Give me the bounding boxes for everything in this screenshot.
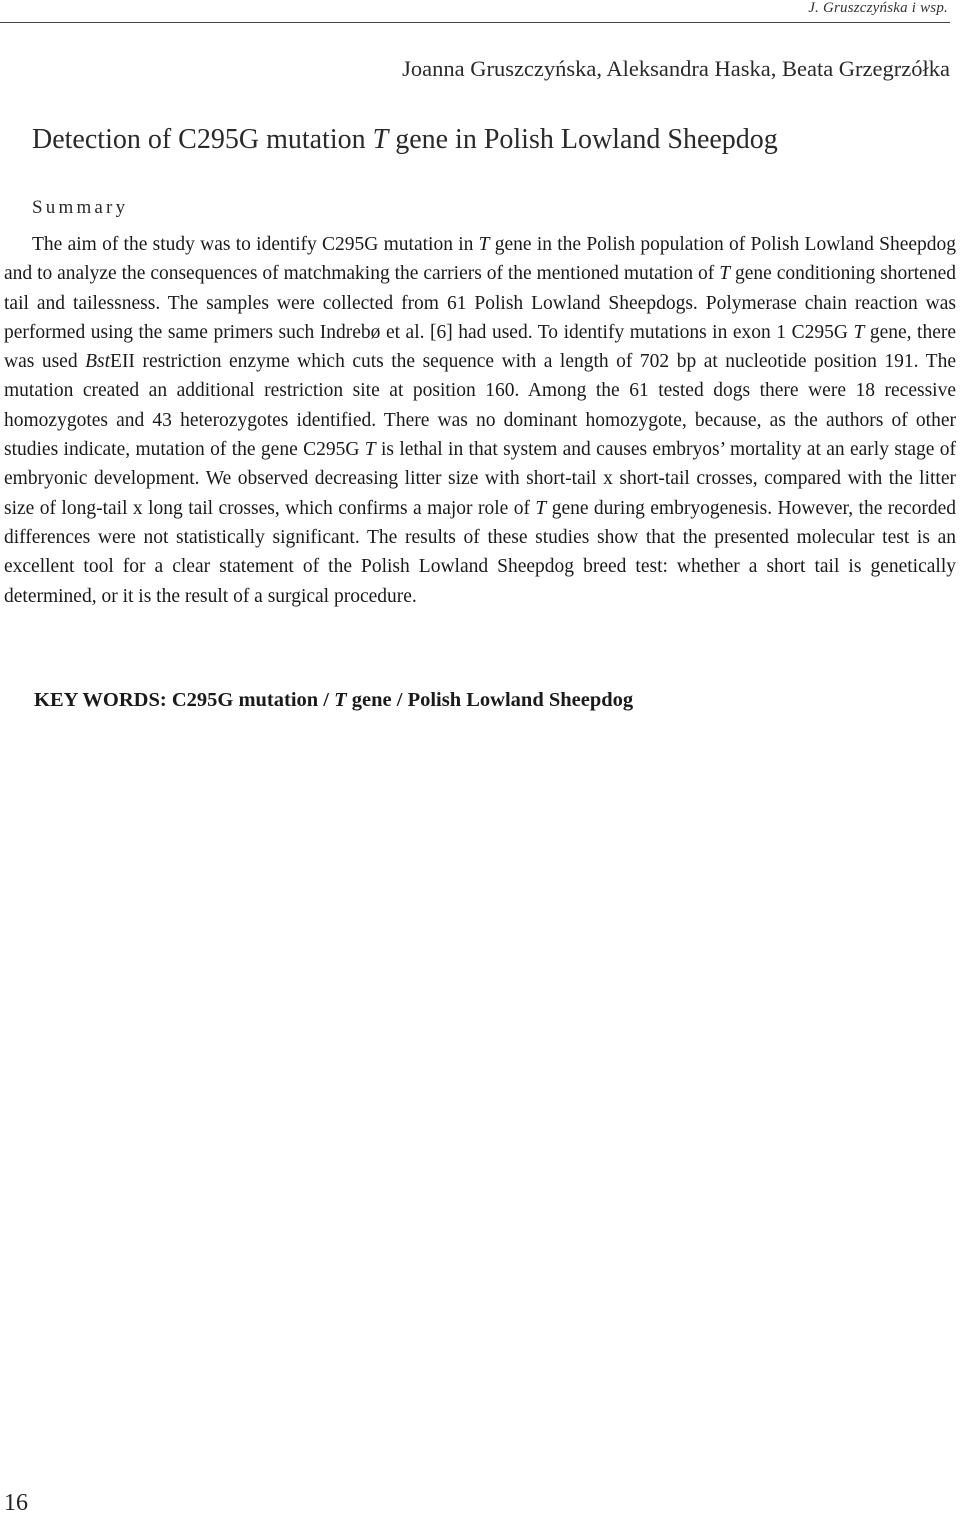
gene-symbol: T	[364, 439, 376, 461]
abstract-text: EII restriction enzyme which cuts the sequence with a length of 702 bp at nucleotide position 191. The mutation created an additional restriction site at position 160. Among the 61 tested dogs there were 18 recessive homozygotes and 43 heterozygotes identified. There was no dominant homozygote, because, as the authors of other studies indicate, mutation of the gene C295G	[4, 351, 956, 461]
abstract-text: gene in the Polish population of Polish Lowland Sheepdog and to analyze the consequences of matchmaking the carriers of the mentioned mutation of	[4, 234, 957, 285]
gene-symbol: T	[478, 234, 490, 255]
abstract-text: is lethal in that system and causes embryos’ mortality at an early stage of embryonic development. We observed decreasing litter size with short-tail x short-tail crosses, compared with the litter size of long-tail x long tail crosses, which confirms a major role of	[4, 439, 956, 519]
summary-heading: Summary	[32, 197, 129, 218]
gene-symbol: T	[535, 497, 547, 519]
abstract-text: gene during embryogenesis. However, the recorded differences were not statistically significant. The results of these studies show that the presented molecular test is an excellent tool for a clear statement of the Polish Lowland Sheepdog breed test: whether a short tail is genetically determined, or it is the result of a surgical procedure.	[4, 497, 956, 607]
abstract-text: gene conditioning shortened tail and tailessness. The samples were collected from 61 Polish Lowland Sheepdogs. Polymerase chain reaction was performed using the same primers such Indrebø et al. [6] had used. To identify mutations in exon 1 C295G	[4, 263, 956, 343]
keywords-label: KEY WORDS:	[34, 689, 172, 711]
header-rule	[0, 22, 950, 23]
title-text-start: Detection of C295G mutation	[32, 124, 373, 155]
page-number: 16	[4, 1490, 28, 1516]
enzyme-name-italic: Bst	[85, 351, 111, 373]
gene-symbol: T	[853, 321, 865, 343]
gene-symbol: T	[719, 263, 731, 285]
keyword-gene-symbol: T	[334, 689, 347, 711]
abstract-text: The aim of the study was to identify C295G mutation in	[32, 234, 479, 255]
title-text-end: gene in Polish Lowland Sheepdog	[388, 124, 778, 155]
abstract-text: gene, there was used	[4, 321, 956, 373]
article-title	[32, 124, 778, 156]
authors-line: Joanna Gruszczyńska, Aleksandra Haska, Beata Grzegrzółka	[402, 56, 950, 81]
keywords-line	[34, 689, 633, 712]
running-head: J. Gruszczyńska i wsp.	[808, 0, 948, 16]
abstract-paragraph	[4, 230, 956, 611]
keyword: gene / Polish Lowland Sheepdog	[346, 689, 634, 711]
title-gene-symbol: T	[372, 124, 389, 155]
keyword: C295G mutation /	[171, 689, 335, 711]
